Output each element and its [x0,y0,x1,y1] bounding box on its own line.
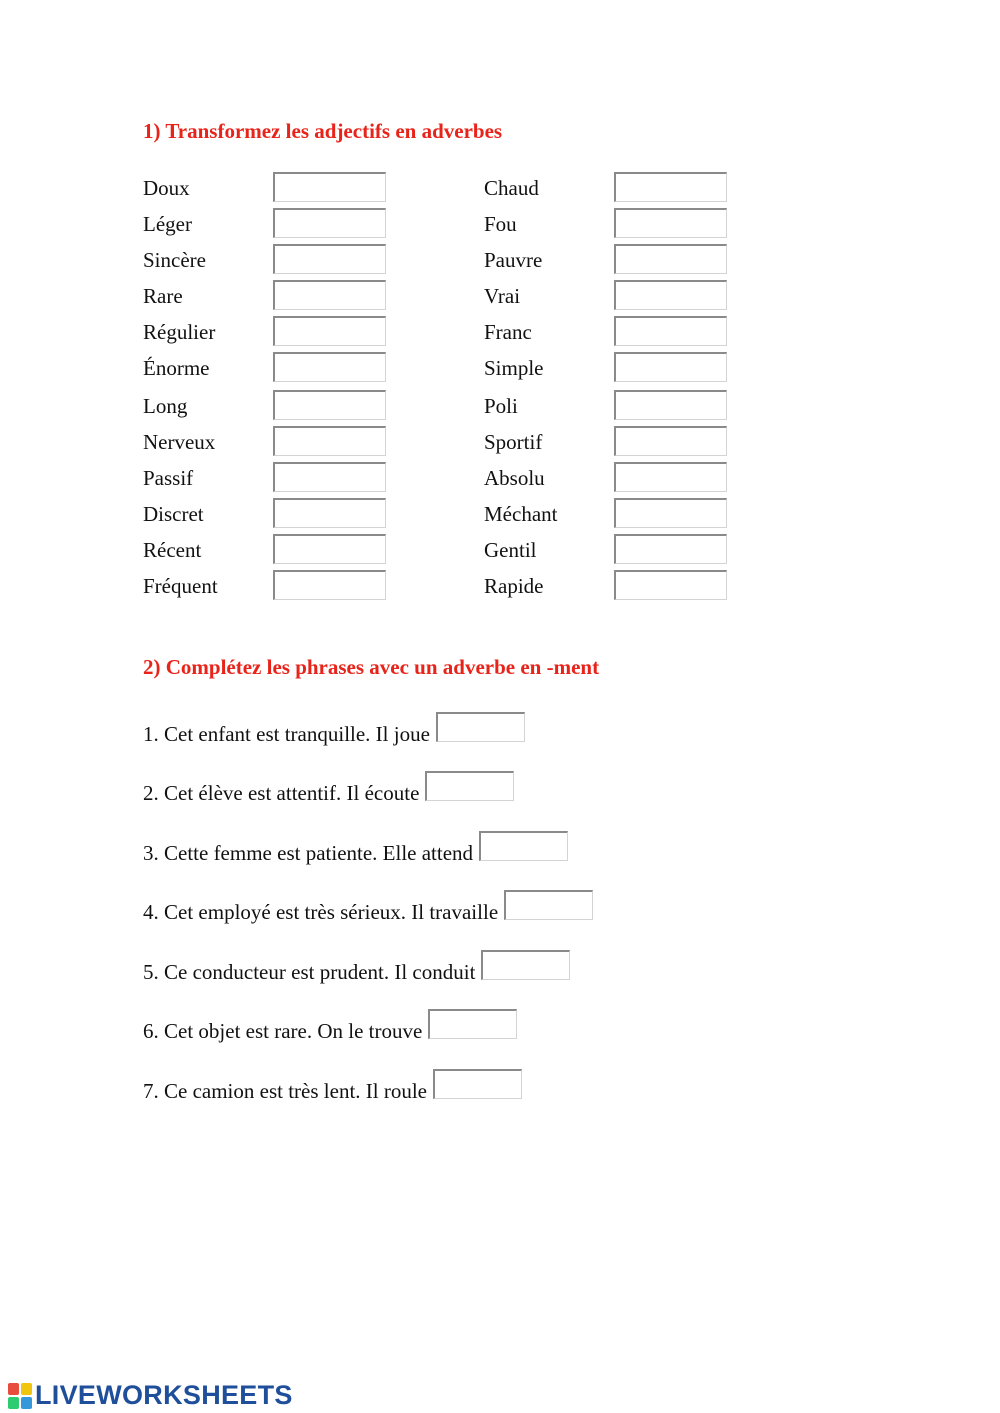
adverb-input-right-4[interactable] [614,280,727,310]
adverb-input-right-10[interactable] [614,498,727,528]
adverb-input-right-8[interactable] [614,426,727,456]
adverb-input-left-3[interactable] [273,244,386,274]
adjective-left-8: Nerveux [143,430,216,454]
sentence-text-3: 3. Cette femme est patiente. Elle attend [143,841,474,865]
adverb-input-right-9[interactable] [614,462,727,492]
adverb-input-left-5[interactable] [273,316,386,346]
adjective-left-6: Énorme [143,356,210,380]
adverb-input-right-1[interactable] [614,172,727,202]
adjective-left-5: Régulier [143,320,216,344]
adverb-input-right-12[interactable] [614,570,727,600]
adjective-left-10: Discret [143,502,204,526]
adverb-input-left-1[interactable] [273,172,386,202]
liveworksheets-logo [8,1380,293,1411]
adjective-right-2: Fou [484,212,517,236]
adjective-left-11: Récent [143,538,202,562]
adverb-input-right-6[interactable] [614,352,727,382]
adverb-input-left-7[interactable] [273,390,386,420]
adjective-right-1: Chaud [484,176,539,200]
sentence-row-6 [143,1009,517,1044]
sentence-row-1 [143,712,525,747]
adverb-input-right-11[interactable] [614,534,727,564]
logo-square-red [8,1383,19,1395]
adverb-input-left-9[interactable] [273,462,386,492]
adjective-right-12: Rapide [484,574,544,598]
adverb-input-right-3[interactable] [614,244,727,274]
section1-title: 1) Transformez les adjectifs en adverbes [143,119,503,143]
adverb-input-left-8[interactable] [273,426,386,456]
adjective-left-9: Passif [143,466,194,490]
sentence-answer-input-1[interactable] [436,712,525,742]
sentence-answer-input-7[interactable] [433,1069,522,1099]
adverb-input-left-10[interactable] [273,498,386,528]
adverb-input-left-2[interactable] [273,208,386,238]
sentence-row-7 [143,1069,522,1104]
adjective-left-2: Léger [143,212,192,236]
adverb-input-right-2[interactable] [614,208,727,238]
sentence-answer-input-2[interactable] [425,771,514,801]
logo-square-blue [21,1397,32,1409]
adjective-left-7: Long [143,394,188,418]
adverb-input-right-5[interactable] [614,316,727,346]
adverb-input-right-7[interactable] [614,390,727,420]
sentence-text-7: 7. Ce camion est très lent. Il roule [143,1079,428,1103]
sentence-text-2: 2. Cet élève est attentif. Il écoute [143,781,420,805]
sentence-row-3 [143,831,568,866]
adverb-input-left-6[interactable] [273,352,386,382]
sentence-answer-input-4[interactable] [504,890,593,920]
sentence-row-2 [143,771,514,806]
logo-square-green [8,1397,19,1409]
adjective-right-8: Sportif [484,430,543,454]
adjective-left-3: Sincère [143,248,206,272]
sentence-answer-input-3[interactable] [479,831,568,861]
adjective-right-7: Poli [484,394,518,418]
adjective-right-3: Pauvre [484,248,543,272]
adjective-right-6: Simple [484,356,544,380]
sentence-text-6: 6. Cet objet est rare. On le trouve [143,1019,423,1043]
sentence-text-1: 1. Cet enfant est tranquille. Il joue [143,722,430,746]
section2-title: 2) Complétez les phrases avec un adverbe en -ment [143,655,600,679]
adjective-left-12: Fréquent [143,574,218,598]
sentence-text-4: 4. Cet employé est très sérieux. Il travaille [143,900,499,924]
logo-text: LIVEWORKSHEETS [35,1380,293,1410]
sentence-text-5: 5. Ce conducteur est prudent. Il conduit [143,960,476,984]
adjective-right-9: Absolu [484,466,545,490]
logo-square-yellow [21,1383,32,1395]
adverb-input-left-4[interactable] [273,280,386,310]
liveworksheets-logo-icon [8,1383,32,1409]
adjective-right-11: Gentil [484,538,537,562]
sentence-row-4 [143,890,593,925]
adjective-left-1: Doux [143,176,190,200]
adverb-input-left-11[interactable] [273,534,386,564]
sentence-row-5 [143,950,570,985]
adjective-right-5: Franc [484,320,532,344]
adverb-input-left-12[interactable] [273,570,386,600]
adjective-left-4: Rare [143,284,183,308]
sentence-answer-input-5[interactable] [481,950,570,980]
adjective-right-4: Vrai [484,284,521,308]
sentence-answer-input-6[interactable] [428,1009,517,1039]
adjective-right-10: Méchant [484,502,558,526]
